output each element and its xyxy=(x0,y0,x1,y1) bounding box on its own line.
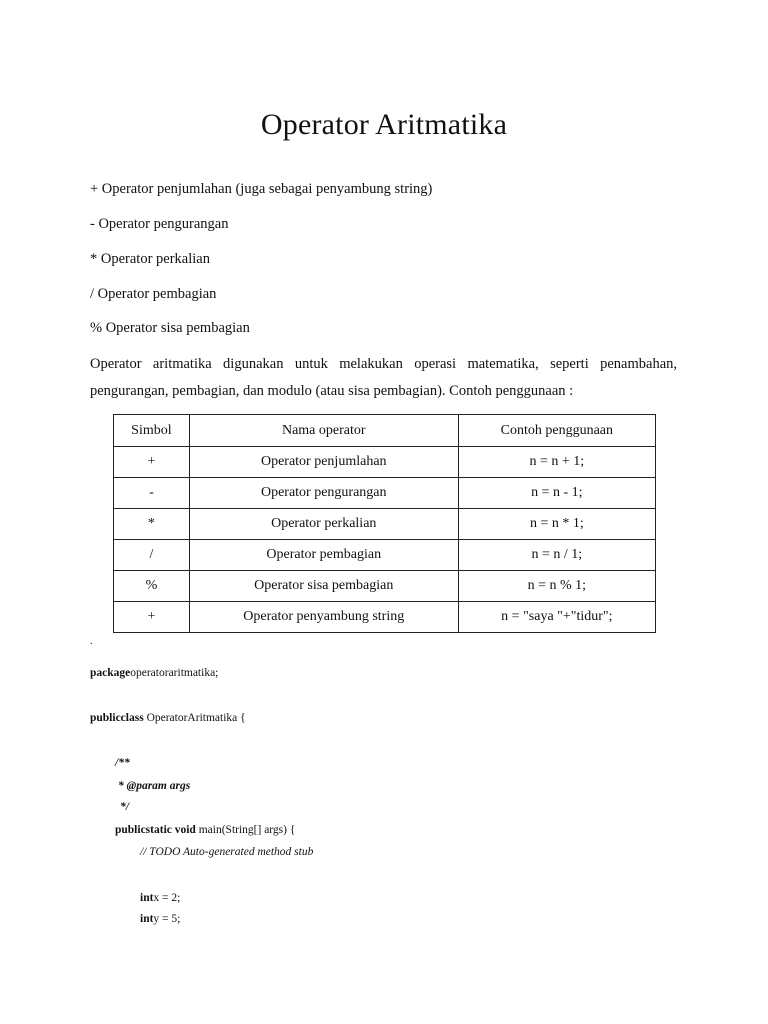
table-cell: Operator penjumlahan xyxy=(189,447,458,478)
description-paragraph xyxy=(90,351,677,405)
table-row xyxy=(114,571,656,602)
page-title: Operator Aritmatika xyxy=(260,108,508,141)
code-comment: */ xyxy=(120,801,129,813)
operator-table xyxy=(113,414,656,633)
code-text: operatoraritmatika; xyxy=(130,667,219,679)
table-header-cell: Contoh penggunaan xyxy=(458,415,655,447)
table-cell: n = n + 1; xyxy=(458,447,655,478)
table-cell: - xyxy=(114,478,190,509)
operator-item-plus: + Operator penjumlahan (juga sebagai penyambung string) xyxy=(90,181,433,197)
code-text: y = 5; xyxy=(153,913,181,925)
code-comment: /** xyxy=(115,757,130,769)
table-cell: + xyxy=(114,602,190,633)
code-int-x-line xyxy=(140,892,180,904)
table-cell: n = "saya "+"tidur"; xyxy=(458,602,655,633)
operator-item-divide: / Operator pembagian xyxy=(90,286,217,302)
code-keyword: int xyxy=(140,892,154,904)
code-text: x = 2; xyxy=(153,892,181,904)
table-cell: % xyxy=(114,571,190,602)
code-keyword: package xyxy=(90,667,131,679)
operator-item-multiply: * Operator perkalian xyxy=(90,251,210,267)
table-cell: n = n - 1; xyxy=(458,478,655,509)
operator-item-modulo: % Operator sisa pembagian xyxy=(90,320,250,336)
table-cell: / xyxy=(114,540,190,571)
table-cell: n = n / 1; xyxy=(458,540,655,571)
code-keyword: publicclass xyxy=(90,712,144,724)
table-cell: + xyxy=(114,447,190,478)
table-cell: Operator perkalian xyxy=(189,509,458,540)
code-todo-line xyxy=(140,846,313,858)
separator-dot: . xyxy=(90,636,93,647)
code-doc-close xyxy=(120,801,129,813)
table-header-cell: Nama operator xyxy=(189,415,458,447)
code-int-y-line xyxy=(140,913,180,925)
table-cell: * xyxy=(114,509,190,540)
code-comment: // TODO Auto-generated method stub xyxy=(140,846,314,858)
code-main-line xyxy=(115,824,295,836)
code-class-line xyxy=(90,712,246,724)
table-cell: n = n * 1; xyxy=(458,509,655,540)
table-cell: Operator penyambung string xyxy=(189,602,458,633)
code-comment: * @param args xyxy=(118,780,191,792)
table-cell: Operator pengurangan xyxy=(189,478,458,509)
table-row xyxy=(114,478,656,509)
operator-item-minus: - Operator pengurangan xyxy=(90,216,229,232)
table-row xyxy=(114,447,656,478)
table-cell: n = n % 1; xyxy=(458,571,655,602)
table-cell: Operator pembagian xyxy=(189,540,458,571)
table-header-cell: Simbol xyxy=(114,415,190,447)
table-row xyxy=(114,602,656,633)
paragraph-line-1: Operator aritmatika digunakan untuk melakukan operasi matematika, seperti penambahan, xyxy=(90,356,677,372)
code-package-line xyxy=(90,667,218,679)
code-doc-param xyxy=(118,780,190,792)
table-row xyxy=(114,540,656,571)
code-doc-open xyxy=(115,757,130,769)
table-cell: Operator sisa pembagian xyxy=(189,571,458,602)
table-row xyxy=(114,509,656,540)
code-text: OperatorAritmatika { xyxy=(143,712,246,724)
code-keyword: int xyxy=(140,913,154,925)
paragraph-line-2: pengurangan, pembagian, dan modulo (atau sisa pembagian). Contoh penggunaan : xyxy=(90,383,574,399)
code-keyword: publicstatic void xyxy=(115,824,196,836)
table-header-row xyxy=(114,415,656,447)
code-text: main(String[] args) { xyxy=(195,824,296,836)
